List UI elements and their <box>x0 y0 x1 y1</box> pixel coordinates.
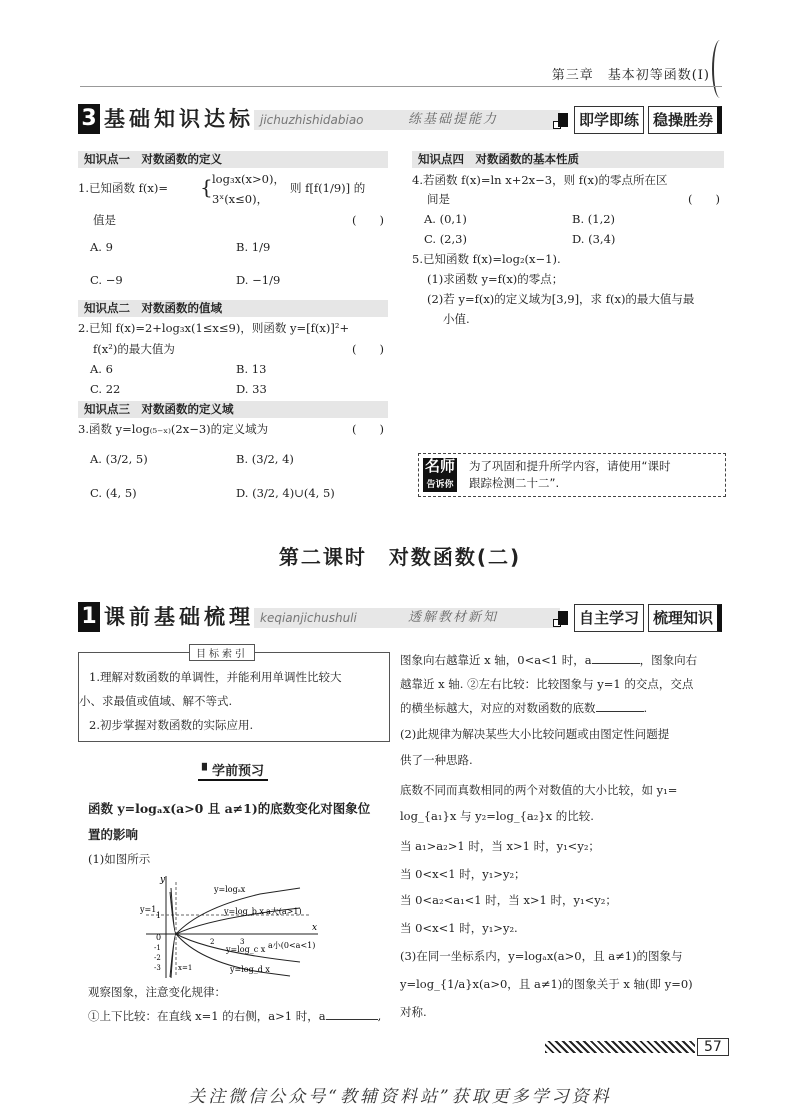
teacher-icon: 名师 告诉你 <box>424 457 455 490</box>
option-d: D. (3,4) <box>572 232 616 246</box>
curve-label-a: y=logₐx <box>214 885 246 894</box>
curve-label-b: y=log_b x <box>224 907 264 916</box>
rule-text-10: 当 0<a₂<a₁<1 时，当 x>1 时，y₁<y₂； <box>400 893 617 907</box>
rule-text-13: y=log_{1/a}x(a>0，且 a≠1)的图象关于 x 轴(即 y=0) <box>400 977 693 991</box>
rule-text-12: (3)在同一坐标系内，y=logₐx(a>0，且 a≠1)的图象与 <box>400 949 683 963</box>
case-2: 3ˣ(x≤0)， <box>212 192 269 206</box>
rule-text-14: 对称. <box>400 1005 427 1019</box>
base-small-note: a小(0<a<1) <box>268 941 316 950</box>
option-d: D. −1/9 <box>236 273 281 287</box>
banner-number: 1 <box>78 602 100 632</box>
case-1: log₃x(x>0)， <box>212 172 285 186</box>
option-b: B. 1/9 <box>236 240 271 254</box>
preview-heading: ▘学前预习 <box>198 760 268 781</box>
banner-tag: 梳理知识 <box>648 604 722 632</box>
goal-1-tail: 小、求最值或值域、解不等式. <box>79 694 233 708</box>
option-b: B. (3/2, 4) <box>236 452 294 466</box>
question-4: 4.若函数 f(x)=ln x+2x−3，则 f(x)的零点所在区 <box>412 173 668 187</box>
section-banner-preclass <box>78 602 722 632</box>
lesson-title: 第二课时 对数函数(二) <box>278 545 522 569</box>
knowledge-head-4: 知识点四 对数函数的基本性质 <box>412 151 724 168</box>
option-d: D. 33 <box>236 382 267 396</box>
knowledge-head-1: 知识点一 对数函数的定义 <box>78 151 388 168</box>
curve-label-c: y=log_c x <box>226 945 266 954</box>
chapter-header: 第三章 基本初等函数(Ⅰ) <box>551 68 710 83</box>
goals-box <box>78 649 390 742</box>
piecewise-brace: { <box>200 175 213 199</box>
rule-text-1: 图象向右越靠近 x 轴，0<a<1 时，a ，图象向右 <box>400 653 698 667</box>
banner-tag: 即学即练 <box>574 106 644 134</box>
goals-head: 目标索引 <box>189 644 255 661</box>
option-a: A. 6 <box>90 362 113 376</box>
option-c: C. −9 <box>90 273 123 287</box>
curve-d <box>171 888 290 976</box>
header-rule <box>80 86 722 87</box>
rule-text-8: 当 a₁>a₂>1 时，当 x>1 时，y₁<y₂； <box>400 839 600 853</box>
option-c: C. (4, 5) <box>90 486 137 500</box>
question-1-tail: 则 f[f(1/9)] 的 <box>290 181 366 195</box>
goal-2: 2.初步掌握对数函数的实际应用. <box>89 718 254 732</box>
teacher-tip-box <box>418 453 726 497</box>
answer-paren: ( ) <box>352 342 384 356</box>
x-axis-label: x <box>312 923 318 933</box>
rule-text-3: 的横坐标越大，对应的对数函数的底数 . <box>400 701 648 715</box>
banner-slogan: 练基础提能力 <box>408 112 499 127</box>
banner-title: 基础知识达标 <box>104 107 254 131</box>
rule-text-2: 越靠近 x 轴. ②左右比较：比较图象与 y=1 的交点，交点 <box>400 677 694 691</box>
question-5-part2: (2)若 y=f(x)的定义域为[3,9]，求 f(x)的最大值与最 <box>427 292 695 306</box>
y-axis-label: y <box>160 875 166 885</box>
page-number: 57 <box>697 1038 729 1056</box>
rule-text-9: 当 0<x<1 时，y₁>y₂； <box>400 867 526 881</box>
option-c: C. 22 <box>90 382 121 396</box>
question-1: 1.已知函数 f(x)= <box>78 181 168 195</box>
question-5-part1: (1)求函数 y=f(x)的零点； <box>427 272 564 286</box>
banner-slogan: 透解教材新知 <box>408 610 499 625</box>
tick-3: 3 <box>240 938 245 946</box>
tick-neg3: -3 <box>154 964 161 972</box>
banner-block-icon <box>558 113 568 127</box>
figure-caption: (1)如图所示 <box>88 852 151 866</box>
teacher-tip-text: 为了巩固和提升所学内容，请使用“课时 跟踪检测二十二”. <box>469 459 671 490</box>
log-base-graph <box>140 872 320 982</box>
tick-neg2: -2 <box>154 954 161 962</box>
option-a: A. (0,1) <box>424 212 467 226</box>
origin-label: 0 <box>156 933 162 942</box>
observe-text: 观察图象，注意变化规律： <box>88 985 226 999</box>
banner-number: 3 <box>78 104 100 134</box>
option-b: B. (1,2) <box>572 212 616 226</box>
curve-label-d: y=log_d x <box>230 965 270 974</box>
base-title: 函数 y=logₐx(a>0 且 a≠1)的底数变化对图象位 <box>88 801 371 816</box>
header-curve-decoration <box>712 40 728 98</box>
x1-label: x=1 <box>178 964 193 972</box>
rule-text-7: log_{a₁}x 与 y₂=log_{a₂}x 的比较. <box>400 809 594 823</box>
question-5-part2-tail: 小值. <box>443 312 470 326</box>
footer-hatch <box>545 1041 695 1053</box>
rule-text-6: 底数不同而真数相同的两个对数值的大小比较，如 y₁= <box>400 783 678 797</box>
base-title-tail: 置的影响 <box>88 827 139 842</box>
question-2: 2.已知 f(x)=2+log₃x(1≤x≤9)，则函数 y=[f(x)]²+ <box>78 321 350 335</box>
question-5: 5.已知函数 f(x)=log₂(x−1). <box>412 252 561 266</box>
answer-paren: ( ) <box>352 422 384 436</box>
banner-pinyin: keqianjichushuli <box>254 608 560 628</box>
option-d: D. (3/2, 4)∪(4, 5) <box>236 486 335 500</box>
knowledge-head-2: 知识点二 对数函数的值域 <box>78 300 388 317</box>
watermark-text: 关注微信公众号“教辅资料站”获取更多学习资料 <box>188 1087 612 1107</box>
option-a: A. 9 <box>90 240 113 254</box>
question-2-line2: f(x²)的最大值为 <box>93 342 175 356</box>
option-b: B. 13 <box>236 362 267 376</box>
option-c: C. (2,3) <box>424 232 467 246</box>
question-4-line2: 间是 <box>427 192 450 206</box>
banner-pinyin: jichuzhishidabiao <box>254 110 560 130</box>
tick-2: 2 <box>210 938 215 946</box>
tick-neg1: -1 <box>154 944 161 952</box>
rule-text-4: (2)此规律为解决某些大小比较问题或由图定性问题提 <box>400 727 670 741</box>
banner-block-icon <box>558 611 568 625</box>
rule-text-11: 当 0<x<1 时，y₁>y₂. <box>400 921 518 935</box>
question-3: 3.函数 y=log₍₅₋ₓ₎(2x−3)的定义域为 <box>78 422 269 436</box>
banner-tag: 自主学习 <box>574 604 644 632</box>
base-big-note: a大(a>1) <box>266 907 302 916</box>
banner-title: 课前基础梳理 <box>104 605 254 629</box>
answer-paren: ( ) <box>688 192 720 206</box>
banner-tag: 稳操胜券 <box>648 106 722 134</box>
y1-label: y=1 <box>140 905 157 914</box>
tick-1: 1 <box>156 911 162 920</box>
option-a: A. (3/2, 5) <box>90 452 148 466</box>
knowledge-head-3: 知识点三 对数函数的定义域 <box>78 401 388 418</box>
observe-point-1: ①上下比较：在直线 x=1 的右侧，a>1 时，a , <box>88 1009 382 1023</box>
goal-1: 1.理解对数函数的单调性，并能利用单调性比较大 <box>89 670 342 684</box>
question-1-value: 值是 <box>93 213 116 227</box>
section-banner-basic <box>78 104 722 134</box>
answer-paren: ( ) <box>352 213 384 227</box>
rule-text-5: 供了一种思路. <box>400 753 473 767</box>
